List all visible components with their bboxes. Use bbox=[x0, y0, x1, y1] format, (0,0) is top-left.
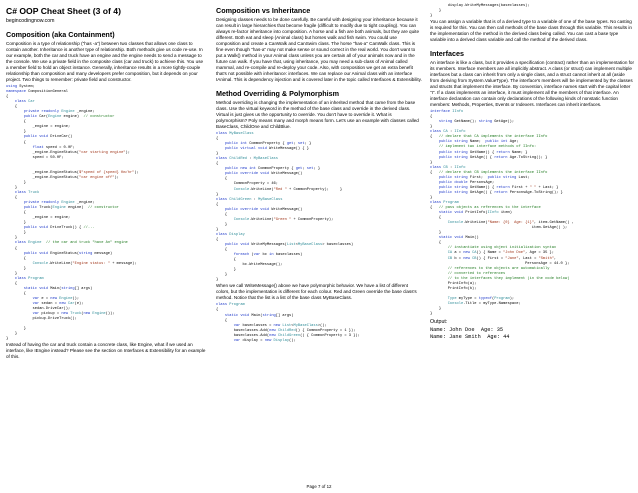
output-line-1: Name: John Doe Age: 35 bbox=[430, 327, 504, 334]
column-left bbox=[6, 0, 206, 362]
overriding-text: Method overriding is changing the implementation of an inherited method that came from the base class. Use the virtual keyword in the method of the base class and override in the derived class. Virtual is just gives us the opportunity to override. You don't have to override it. What is polymorphism? Poly means many and morph means form. Let's use an example with classes called BaseClass, ChildOne and ChildBlue. bbox=[216, 100, 419, 129]
interfaces-text: An interface is like a class, but it provides a specification (contract) rather than an implementation for its members. Interface members are all implicitly abstract. A class (or struct) can implement multiple interfaces but a class can inherit from only a single class, and a struct cannot inherit at all (aside from deriving from System.ValueType). The interface's members will be implemented by the classes and structs that implement the interface. By convention, interface names start with the capital letter "I". If a class implements an interface, it must implement all the members of that interface. An interface declaration can contain only declarations of the following kinds of nonstatic function members: Methods, Properties, Events or Indexers. Interfaces can inherit interfaces. bbox=[430, 60, 635, 108]
column-right bbox=[430, 0, 634, 341]
site-name: begincodingnow.com bbox=[6, 18, 55, 24]
composition-after-text: Instead of having the car and truck contain a concrete class, like Engine, what if we used an interface, like IEngine instead? Please see the section on Interfaces & Extensibility for an example of this. bbox=[6, 342, 206, 360]
interfaces-heading: Interfaces bbox=[430, 49, 464, 59]
comp-vs-inh-heading: Composition vs Inheritance bbox=[216, 6, 311, 15]
page-title: C# OOP Cheat Sheet (3 of 4) bbox=[6, 6, 121, 16]
page-number: Page 7 of 12 bbox=[306, 484, 332, 489]
interfaces-intro-text: You can assign a variable that is of a derived type to a variable of one of the base types. No casting is required for this. You can then call methods of the base class through this variable. This results in the implementation of the method in the derived class being called. You can cast a base type variable into a derived class variable and call the method of the derived class. bbox=[430, 19, 632, 43]
code-polymorphism-main: class Program { static void Main(string[] args) { var baseclasses = new List<MyBaseClass>(); baseclasses.Add(new ChildRed() { CommonProperty = 1 }); baseclasses.Add(new ChildGreen() { CommonProperty = 3 }); var display = new Display(); bbox=[216, 303, 360, 343]
column-middle bbox=[216, 0, 422, 344]
composition-text: Composition is a type of relationship ("has -a") between two classes that allows one class to contain another. Inheritance is another type of relationship. Both methods give us code re-use. In our example, both the car and truck have an engine and the engine needs to send a message to the console. We use a private field in the composite class (car and truck) to achieve this. You use a member field to hold an object instance. Generally, inheritance results in a more tightly-couple relationship than composition and many developers prefer composition, but it depends on your project. Two things to remember: private field and constructor. bbox=[6, 41, 204, 82]
overriding-after-text: When we call WriteMessage() above we have polymorphic behavior. We have a list of different colors, but the implementation is different for each colour. Red and Green override the base class's method. Notice that the list is a list of the base class MyBaseClass. bbox=[216, 283, 417, 301]
overriding-heading: Method Overriding & Polymorphism bbox=[216, 89, 339, 98]
code-composition: using System; namespace CompositionGeneral { class Car { private readonly Engine _engine; public Car(Engine engine) // constructor { _engine = engine; } public void DriveCar() { float speed = 0.0F; _engine.EngineStatus("car starting engine"); speed = 50.0F; _engine.EngineStatus($"speed of {speed} Km/hr"); _engine.EngineStatus("car engine off"); } } class Truck { private readonly Engine _engine; public Truck(Engine engine) // constructor { _engine = engine; } public void DriveTruck() { //... } } class Engine // the car and truck "have An" engine { public void EngineStatus(string message) { Console.WriteLine("Engine status: " + message); } } class Program { static void Main(string[] args) { var e = new Engine(); var sedan = new Car(e); sedan.DriveCar(); var pickup = new Truck(new Engine()); pickup.DriveTruck(); } } } bbox=[6, 85, 139, 342]
output-label: Output: bbox=[430, 319, 448, 326]
code-polymorphism: class MyBaseClass { public int CommonProperty { get; set; } public virtual void WriteMessage() { } } class ChildRed : MyBaseClass { public new int CommonProperty { get; set; } public override void WriteMessage() { CommonProperty = 46; Console.WriteLine("Red " + CommonProperty); } } class ChildGreen : MyBaseClass { public override void WriteMessage() { Console.WriteLine("Green " + CommonProperty); } } class Display { public void WriteMyMessages(List<MyBaseClass> baseclasses) { foreach (var bc in baseclasses) { bc.WriteMessage(); } } } bbox=[216, 132, 354, 283]
composition-heading: Composition (aka Containment) bbox=[6, 30, 115, 39]
output-line-2: Name: Jane Smith Age: 44 bbox=[430, 334, 510, 341]
code-continued: display.WriteMyMessages(baseclasses); } } bbox=[430, 4, 530, 19]
comp-vs-inh-text: Designing classes needs to be done carefully. Be careful with designing your inheritance because it can result in large hierarchies that become fragile (difficult to modify due to tight coupling). You can always re-factor inheritance into composition. A horse and a fish are both animals, but they are quite different. Both eat and sleep (Animal class) but horses walk and fish swim. You could use composition and create a CanWalk and CanSwim class. The horse "has-a" CanWalk class. This is fine even though "has-a" may not make sense or sound correct in the real world. You don't want to put a Walk() method in your Animal class unless you are certain all of your animals now and in the future can walk. If you have that, using inheritance, you may need a sub-class of Animal called mammal, and re-compile and re-deploy your code. Also, with composition we get an extra benefit that's not possible with inheritance: interfaces. We can replace our Animal class with an interface IAnimal. This is dependency injection and is covered later in the topic called Interfaces & Extensibility. bbox=[216, 17, 422, 82]
code-interfaces: interface IInfo { string GetName(); string GetAge(); } class CA : IInfo { // declare that CA implements the interface IInfo public string Name; public int Age; // implement two interface methods of IInfo: public string GetName() { return Name; } public string GetAge() { return Age.ToString(); } } class CB : IInfo { // declare that CB implements the interface IInfo public string First; public string Last; public double PersonsAge; public string GetName() { return First + " " + Last; } public string GetAge() { return PersonsAge.ToString(); } } class Program { // pass objects as references to the interface static void PrintInfo(IInfo item) { Console.WriteLine("Name: {0} Age: {1}", item.GetName() , item.GetAge() ); } static void Main() { // instantiate using object initialization syntax CA a = new CA() { Name = "John Doe", Age = 35 }; CB b = new CB() { First = "Jane", Last = "Smith", PersonsAge = 44.0 }; // references to the objects are automatically // converted to references // to the interfaces they implement (in the code below) PrintInfo(a); PrintInfo(b); Type myType = typeof(Program); Console.Title = myType.Namespace; } } bbox=[430, 110, 574, 317]
